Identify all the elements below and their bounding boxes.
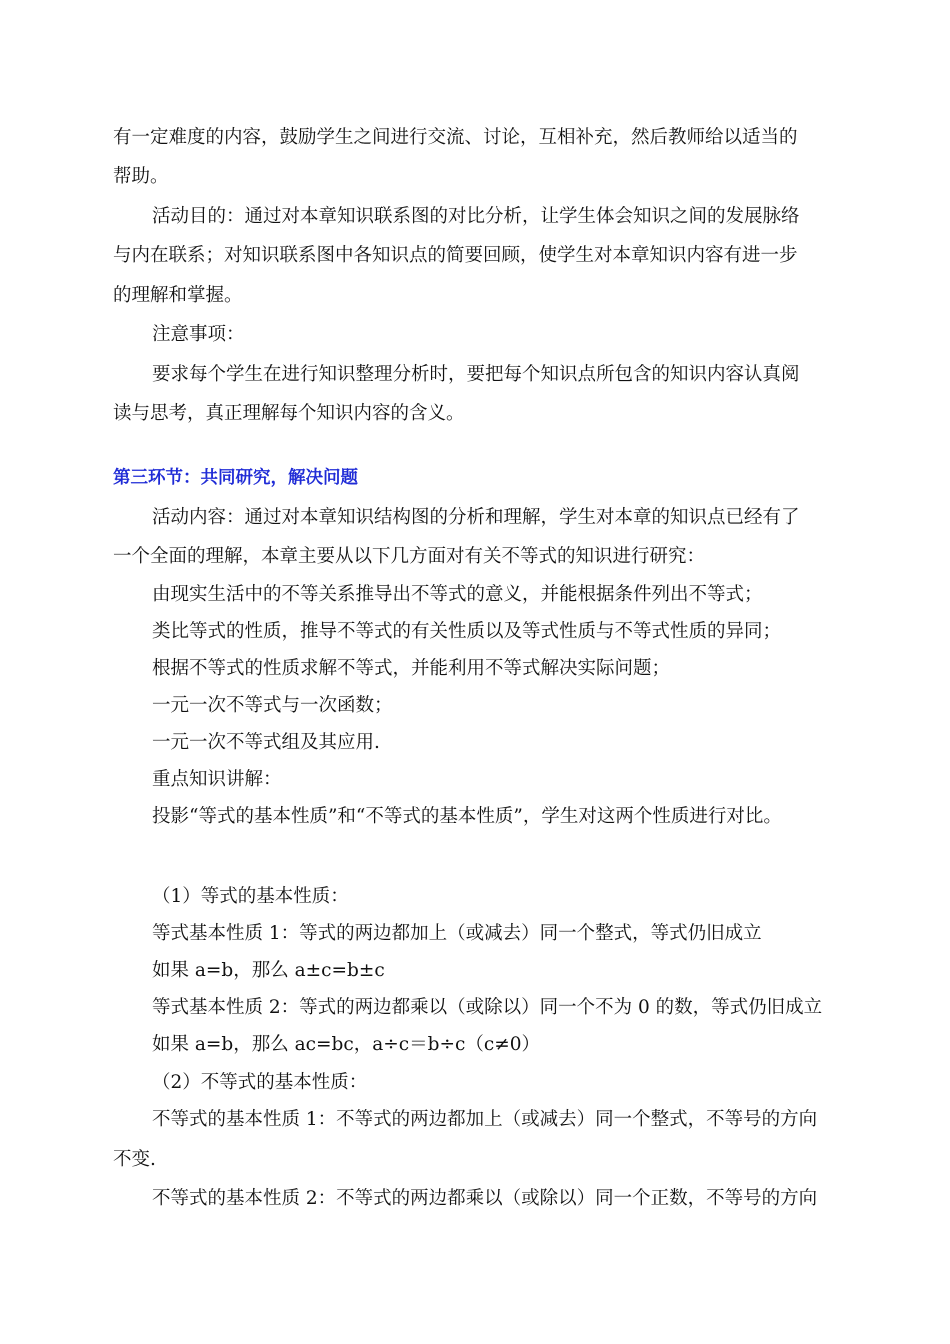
paragraph-line: 读与思考，真正理解每个知识内容的含义。 (113, 403, 465, 424)
paragraph-line: 不等式的基本性质 2：不等式的两边都乘以（或除以）同一个正数，不等号的方向 (152, 1188, 818, 1209)
paragraph-line: 投影“等式的基本性质”和“不等式的基本性质”，学生对这两个性质进行对比。 (152, 806, 782, 827)
paragraph-line: 有一定难度的内容，鼓励学生之间进行交流、讨论，互相补充，然后教师给以适当的 (113, 127, 798, 148)
section-heading: 第三环节：共同研究，解决问题 (113, 468, 358, 488)
formula-line: 如果 a=b，那么 ac=bc，a÷c＝b÷c（c≠0） (152, 1034, 540, 1055)
paragraph-line: 重点知识讲解： (152, 769, 282, 790)
paragraph-line: 活动内容：通过对本章知识结构图的分析和理解，学生对本章的知识点已经有了 (152, 507, 800, 528)
formula-line: 如果 a=b，那么 a±c=b±c (152, 960, 385, 981)
paragraph-line: 帮助。 (113, 166, 169, 187)
paragraph-line: （1）等式的基本性质： (152, 886, 349, 907)
paragraph-line: 等式基本性质 1：等式的两边都加上（或减去）同一个整式，等式仍旧成立 (152, 923, 762, 944)
paragraph-line: 一元一次不等式组及其应用. (152, 732, 380, 753)
paragraph-line: 不变. (113, 1149, 156, 1170)
paragraph-line: （2）不等式的基本性质： (152, 1072, 368, 1093)
paragraph-line: 与内在联系；对知识联系图中各知识点的简要回顾，使学生对本章知识内容有进一步 (113, 245, 798, 266)
paragraph-line: 要求每个学生在进行知识整理分析时，要把每个知识点所包含的知识内容认真阅 (152, 364, 800, 385)
paragraph-line: 一个全面的理解，本章主要从以下几方面对有关不等式的知识进行研究： (113, 546, 706, 567)
paragraph-line: 的理解和掌握。 (113, 285, 243, 306)
paragraph-line: 类比等式的性质，推导不等式的有关性质以及等式性质与不等式性质的异同； (152, 621, 782, 642)
paragraph-line: 根据不等式的性质求解不等式，并能利用不等式解决实际问题； (152, 658, 671, 679)
paragraph-line: 不等式的基本性质 1：不等式的两边都加上（或减去）同一个整式，不等号的方向 (152, 1109, 818, 1130)
paragraph-line: 活动目的：通过对本章知识联系图的对比分析，让学生体会知识之间的发展脉络 (152, 206, 800, 227)
paragraph-line: 注意事项： (152, 324, 245, 345)
paragraph-line: 等式基本性质 2：等式的两边都乘以（或除以）同一个不为 0 的数，等式仍旧成立 (152, 997, 823, 1018)
paragraph-line: 一元一次不等式与一次函数； (152, 695, 393, 716)
paragraph-line: 由现实生活中的不等关系推导出不等式的意义，并能根据条件列出不等式； (152, 584, 763, 605)
